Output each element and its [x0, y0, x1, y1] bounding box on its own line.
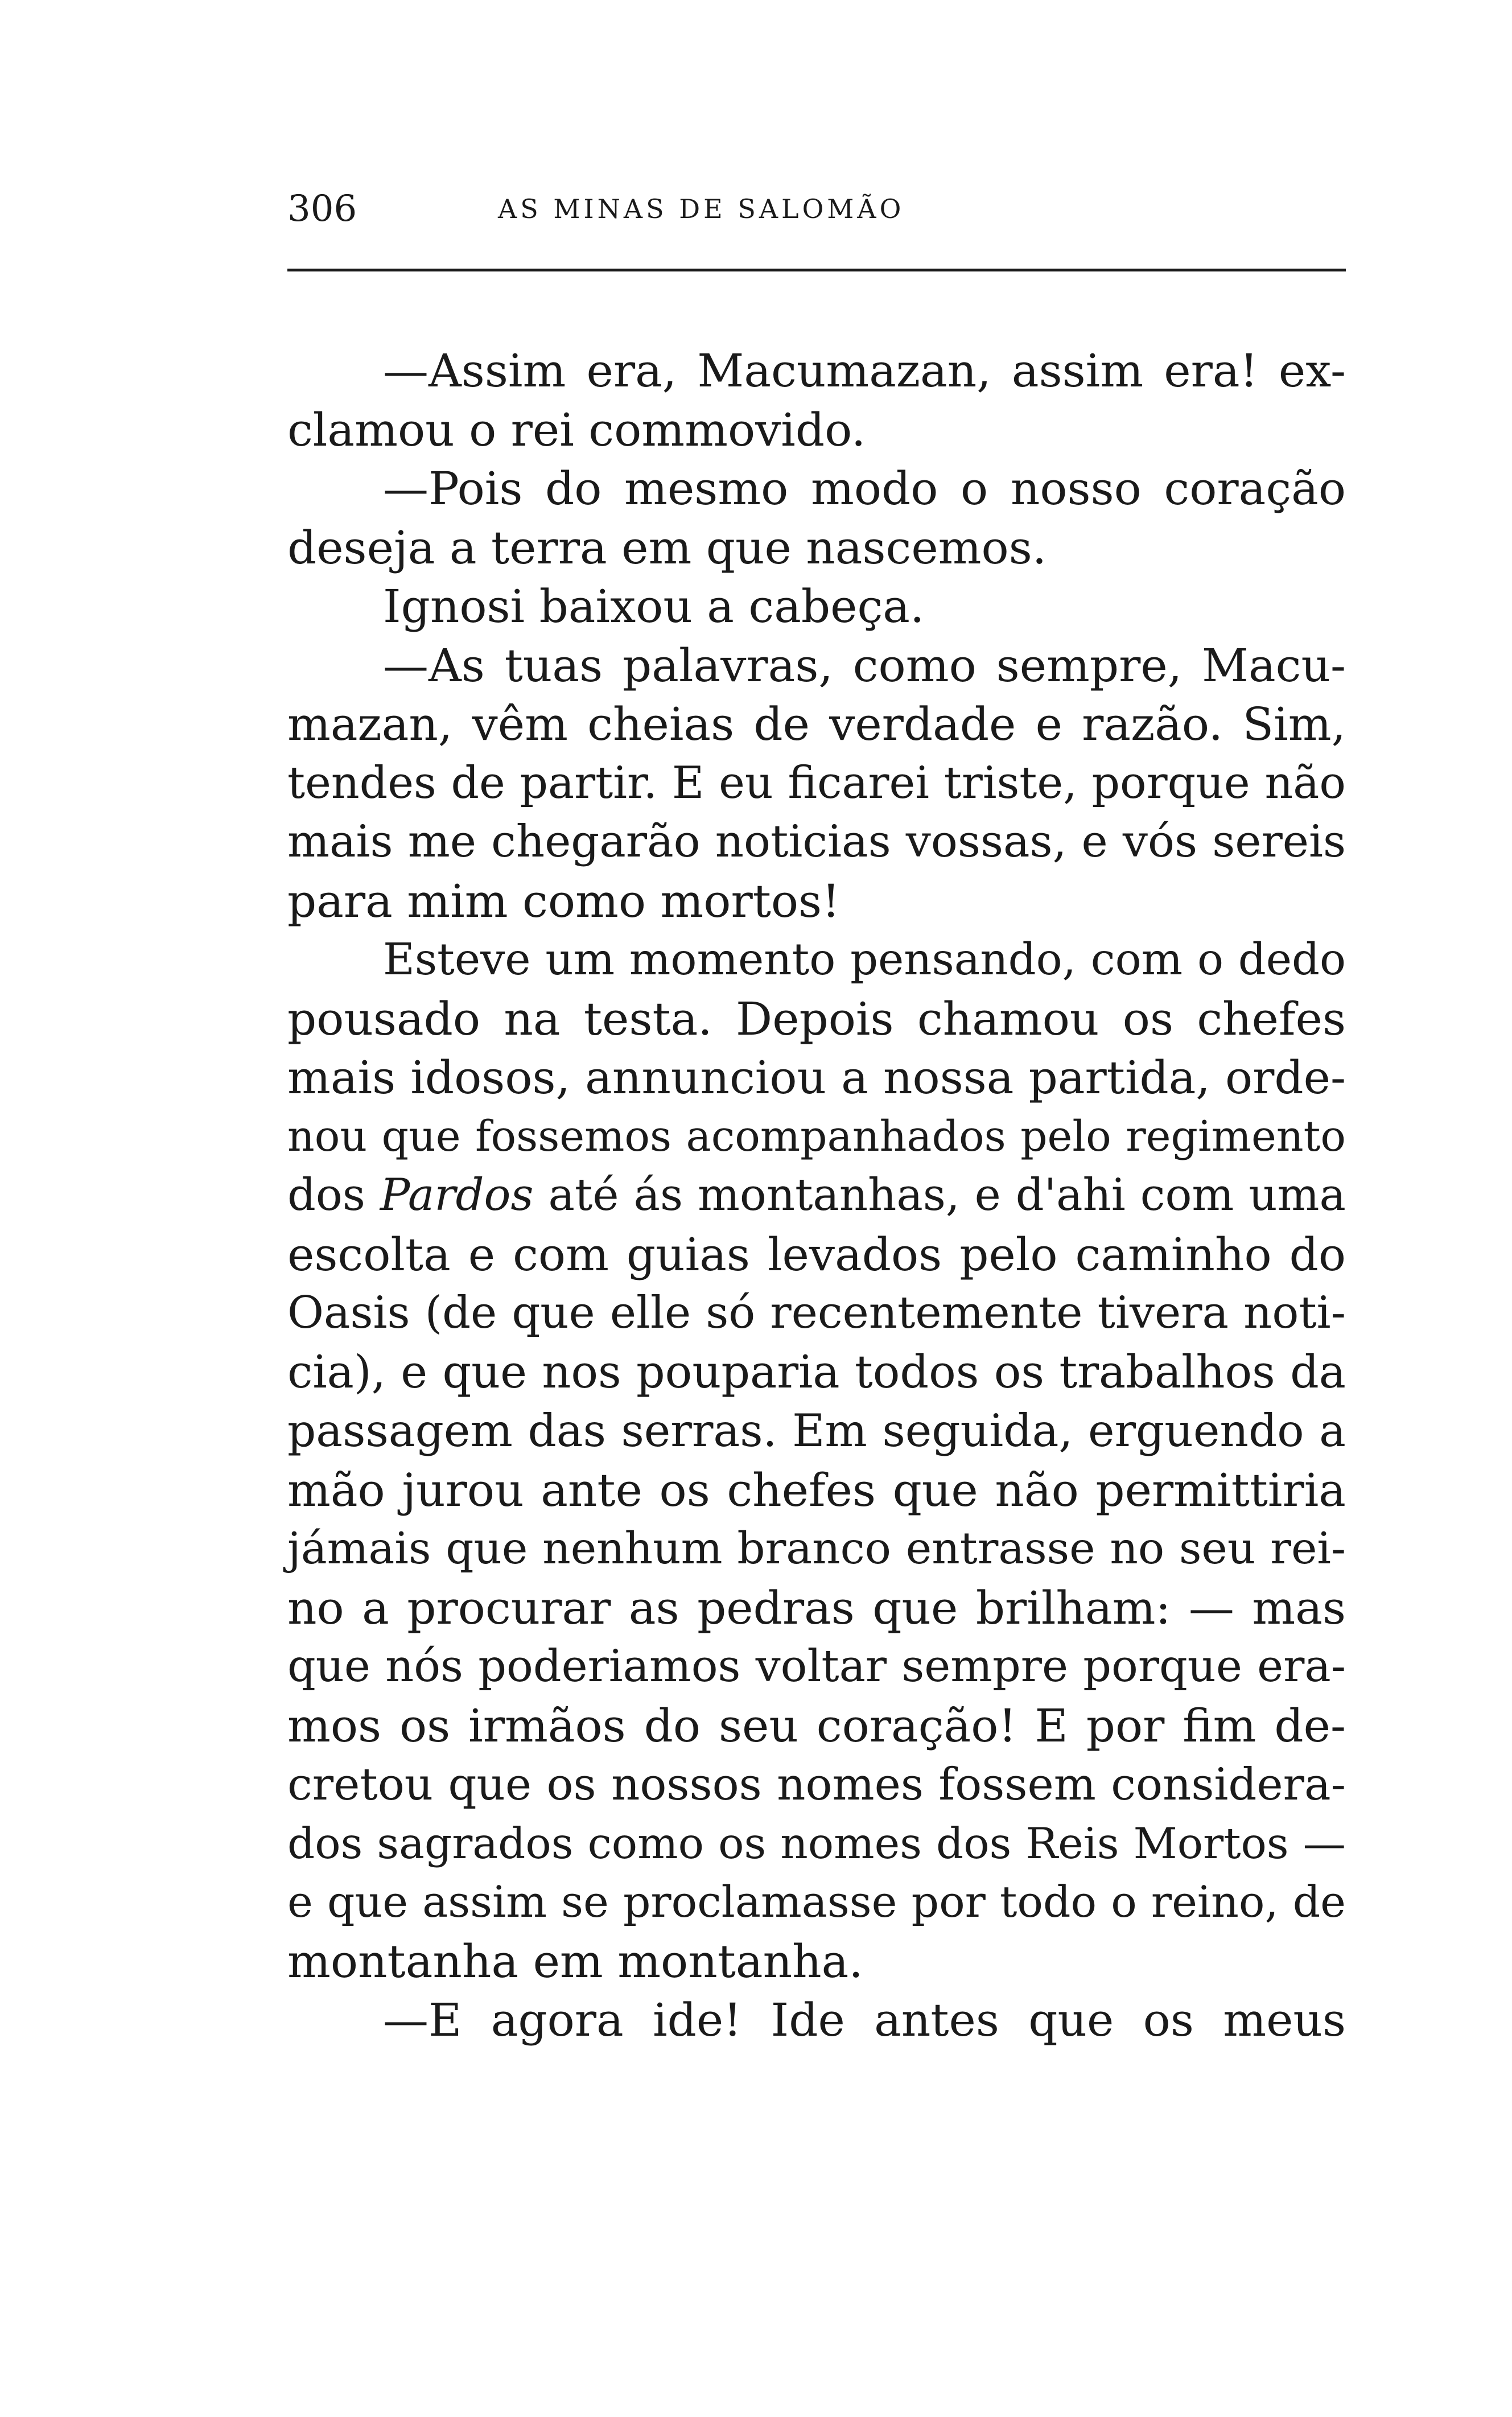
text-line: mão jurou ante os chefes que não permittiria	[287, 1463, 1346, 1517]
running-title: AS MINAS DE SALOMÃO	[498, 193, 905, 224]
text-line: escolta e com guias levados pelo caminho do	[287, 1228, 1346, 1281]
text-line: tendes de partir. E eu ficarei triste, porque não	[287, 757, 1346, 809]
text-line: nou que fossemos acompanhados pelo regimento	[287, 1111, 1346, 1161]
text-line: pousado na testa. Depois chamou os chefes	[287, 992, 1346, 1045]
text-line: clamou o rei commovido.	[287, 403, 866, 456]
text-line: mos os irmãos do seu coração! E por fim de-	[287, 1699, 1346, 1752]
header-rule	[287, 269, 1346, 271]
text-line: deseja a terra em que nascemos.	[287, 521, 1047, 574]
text-line: dos sagrados como os nomes dos Reis Mortos —	[287, 1818, 1346, 1868]
text-line: mais me chegarão noticias vossas, e vós sereis	[287, 816, 1346, 867]
text-line: montanha em montanha.	[287, 1934, 863, 1988]
body-text	[287, 341, 1346, 2050]
page-header	[287, 178, 1346, 240]
text-line: para mim como mortos!	[287, 874, 841, 928]
text-line: que nós poderiamos voltar sempre porque era-	[287, 1641, 1346, 1692]
text-line: mazan, vêm cheias de verdade e razão. Sim,	[287, 698, 1346, 751]
text-line: —Assim era, Macumazan, assim era! ex-	[383, 344, 1346, 397]
text-fragment: dos	[287, 1170, 365, 1221]
text-line: —Pois do mesmo modo o nosso coração	[383, 462, 1346, 515]
text-line: jámais que nenhum branco entrasse no seu rei-	[287, 1524, 1346, 1574]
text-line: Oasis (de que elle só recentemente tivera noti-	[287, 1287, 1346, 1339]
text-line: cretou que os nossos nomes fossem considera-	[287, 1759, 1346, 1810]
text-line: passagem das serras. Em seguida, erguendo a	[287, 1405, 1346, 1457]
italic-term: Pardos	[380, 1170, 534, 1221]
text-fragment: até ás montanhas, e d'ahi com uma	[548, 1170, 1346, 1221]
text-line-mixed	[287, 1166, 1346, 1225]
text-line: —E agora ide! Ide antes que os meus	[383, 1994, 1346, 2047]
text-line: Ignosi baixou a cabeça.	[383, 580, 925, 633]
text-line: no a procurar as pedras que brilham: — mas	[287, 1581, 1346, 1634]
page-number: 306	[287, 188, 357, 230]
text-line: —As tuas palavras, como sempre, Macu-	[383, 639, 1346, 692]
text-line: cia), e que nos pouparia todos os trabalhos da	[287, 1345, 1346, 1398]
text-line: Esteve um momento pensando, com o dedo	[383, 934, 1346, 985]
text-line: e que assim se proclamasse por todo o reino, de	[287, 1877, 1346, 1927]
text-line: mais idosos, annunciou a nossa partida, orde-	[287, 1051, 1346, 1104]
